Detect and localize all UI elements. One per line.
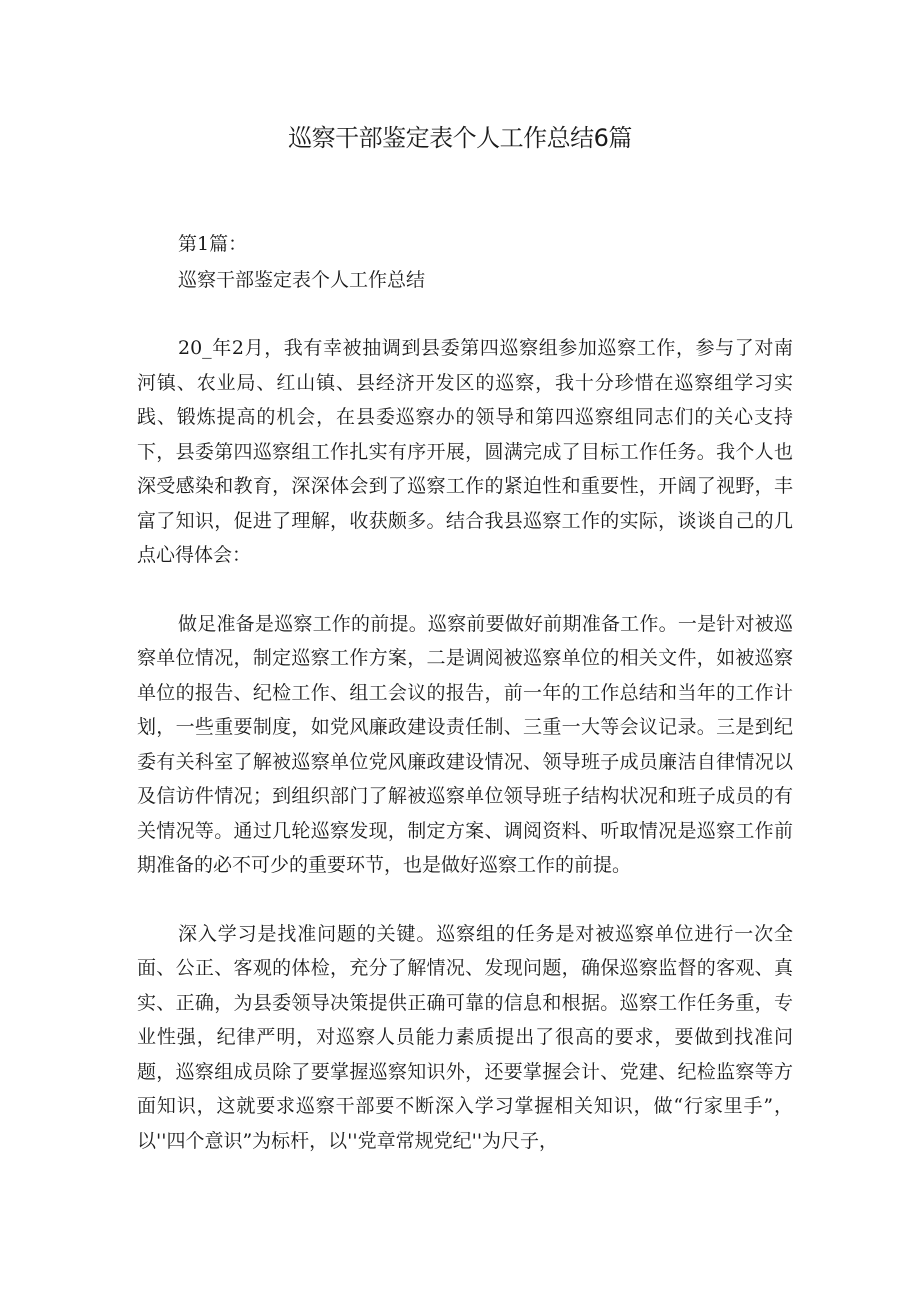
section-label: 第1篇： (178, 233, 248, 255)
section-title: 巡察干部鉴定表个人工作总结 (178, 269, 426, 291)
document-body (137, 226, 793, 1158)
spacer (137, 573, 793, 607)
paragraph-2: 做足准备是巡察工作的前提。巡察前要做好前期准备工作。一是针对被巡察单位情况，制定巡察工作方案，二是调阅被巡察单位的相关文件，如被巡察单位的报告、纪检工作、组工会议的报告，前一年的工作总结和当年的工作计划，一些重要制度，如党风廉政建设责任制、三重一大等会议记录。三是到纪委有关科室了解被巡察单位党风廉政建设情况、领导班子成员廉洁自律情况以及信访件情况；到组织部门了解被巡察单位领导班子结构状况和班子成员的有关情况等。通过几轮巡察发现，制定方案、调阅资料、听取情况是巡察工作前期准备的必不可少的重要环节，也是做好巡察工作的前提。 (137, 612, 793, 876)
document-title: 巡察干部鉴定表个人工作总结6篇 (288, 124, 632, 152)
paragraph-3: 深入学习是找准问题的关键。巡察组的任务是对被巡察单位进行一次全面、公正、客观的体检，充分了解情况、发现问题，确保巡察监督的客观、真实、正确，为县委领导决策提供正确可靠的信息和根据。巡察工作任务重，专业性强，纪律严明，对巡察人员能力素质提出了很高的要求，要做到找准问题，巡察组成员除了要掌握巡察知识外，还要掌握会计、党建、纪检监察等方面知识，这就要求巡察干部要不断深入学习掌握相关知识，做“行家里手”，以''四个意识”为标杆，以''党章常规党纪''为尺子， (137, 922, 793, 1152)
paragraph-1: 20_年2月，我有幸被抽调到县委第四巡察组参加巡察工作，参与了对南河镇、农业局、红山镇、县经济开发区的巡察，我十分珍惜在巡察组学习实践、锻炼提高的机会，在县委巡察办的领导和第四巡察组同志们的关心支持下，县委第四巡察组工作扎实有序开展，圆满完成了目标工作任务。我个人也深受感染和教育，深深体会到了巡察工作的紧迫性和重要性，开阔了视野，丰富了知识，促进了理解，收获颇多。结合我县巡察工作的实际，谈谈自己的几点心得体会： (137, 337, 793, 566)
spacer (137, 298, 793, 331)
spacer (137, 883, 793, 917)
